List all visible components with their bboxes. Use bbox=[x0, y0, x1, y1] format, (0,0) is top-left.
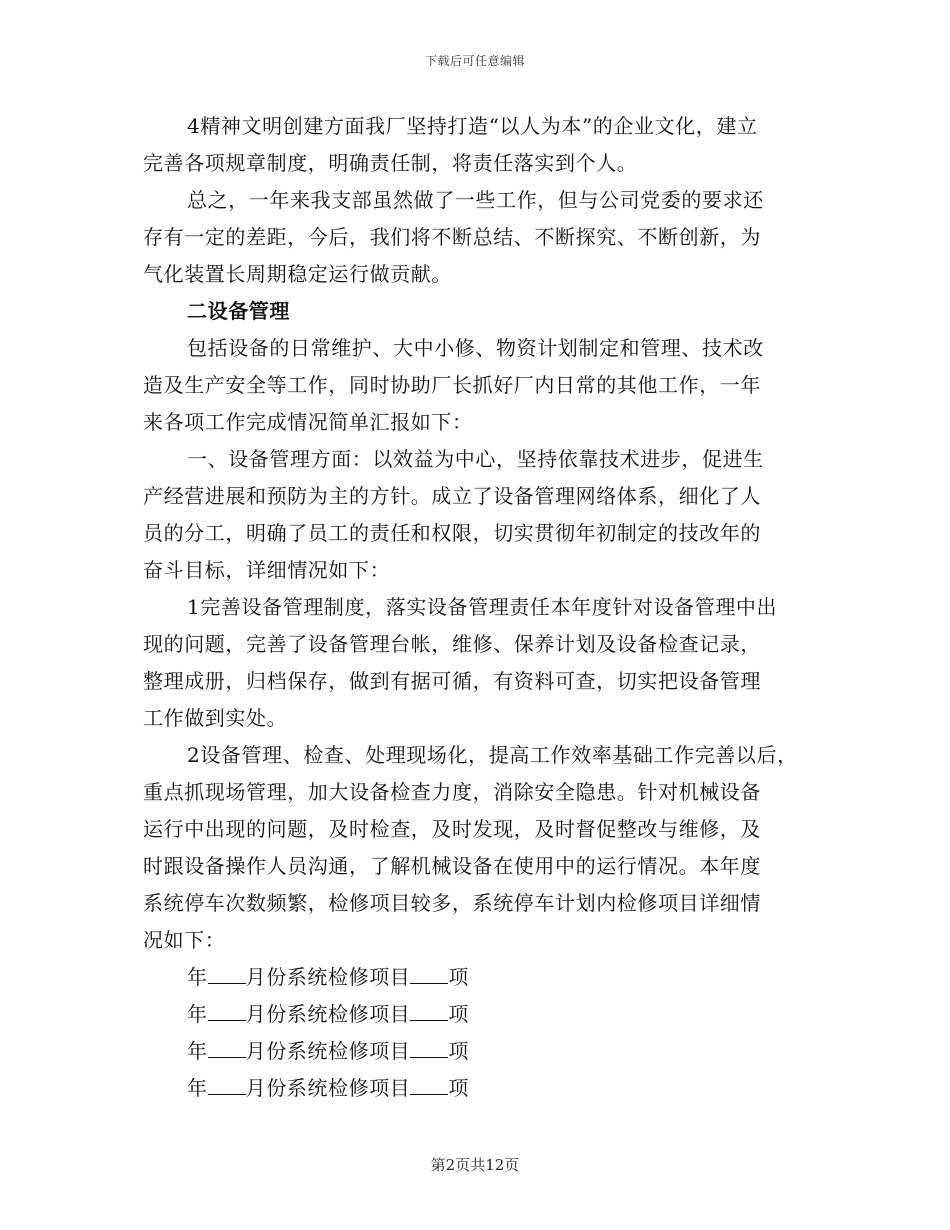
blank-item-middle: 月份系统检修项目 bbox=[245, 1039, 411, 1063]
blank-item-suffix: 项 bbox=[448, 1002, 470, 1026]
paragraph-line: 员的分工，明确了员工的责任和权限，切实贯彻年初制定的技改年的 bbox=[143, 521, 761, 545]
paragraph-line: 整理成册，归档保存，做到有据可循，有资料可查，切实把设备管理 bbox=[143, 669, 761, 693]
paragraph-line: 1完善设备管理制度，落实设备管理责任本年度针对设备管理中出 bbox=[187, 595, 778, 619]
paragraph-line: 包括设备的日常维护、大中小修、物资计划制定和管理、技术改 bbox=[187, 336, 764, 360]
paragraph-line: 产经营进展和预防为主的方针。成立了设备管理网络体系，细化了人 bbox=[143, 484, 761, 508]
paragraph-line: 现的问题，完善了设备管理台帐，维修、保养计划及设备检查记录， bbox=[143, 632, 761, 656]
blank-item-line bbox=[143, 959, 815, 996]
month-blank bbox=[208, 961, 246, 984]
paragraph-line: 重点抓现场管理，加大设备检查力度，消除安全隐患。针对机械设备 bbox=[143, 780, 761, 804]
paragraph-line: 一、设备管理方面：以效益为中心，坚持依靠技术进步，促进生 bbox=[187, 447, 764, 471]
section-heading: 二设备管理 bbox=[187, 299, 290, 323]
blank-item-line bbox=[143, 1033, 815, 1070]
count-blank bbox=[410, 1072, 448, 1095]
blank-item-prefix: 年 bbox=[187, 965, 208, 989]
blank-item-prefix: 年 bbox=[187, 1076, 208, 1100]
paragraph-line: 工作做到实处。 bbox=[143, 706, 288, 730]
count-blank bbox=[410, 1035, 448, 1058]
paragraph-line: 系统停车次数频繁，检修项目较多，系统停车计划内检修项目详细情 bbox=[143, 891, 761, 915]
blank-item-prefix: 年 bbox=[187, 1002, 208, 1026]
document-body bbox=[143, 108, 815, 1107]
blank-item-line bbox=[143, 996, 815, 1033]
blank-item-middle: 月份系统检修项目 bbox=[245, 965, 411, 989]
blank-item-line bbox=[143, 1070, 815, 1107]
month-blank bbox=[208, 1072, 246, 1095]
page-number-footer: 第2页共12页 bbox=[430, 1156, 520, 1174]
paragraph-line: 造及生产安全等工作，同时协助厂长抓好厂内日常的其他工作，一年 bbox=[143, 373, 761, 397]
paragraph-line: 况如下： bbox=[143, 928, 226, 952]
paragraph-line: 来各项工作完成情况简单汇报如下： bbox=[143, 410, 473, 434]
blank-item-middle: 月份系统检修项目 bbox=[245, 1076, 411, 1100]
month-blank bbox=[208, 1035, 246, 1058]
count-blank bbox=[410, 961, 448, 984]
paragraph-line: 完善各项规章制度，明确责任制，将责任落实到个人。 bbox=[143, 151, 638, 175]
paragraph-line: 时跟设备操作人员沟通，了解机械设备在使用中的运行情况。本年度 bbox=[143, 854, 761, 878]
month-blank bbox=[208, 998, 246, 1021]
paragraph-line: 存有一定的差距，今后，我们将不断总结、不断探究、不断创新，为 bbox=[143, 225, 761, 249]
blank-item-suffix: 项 bbox=[448, 965, 470, 989]
blank-item-suffix: 项 bbox=[448, 1039, 470, 1063]
blank-item-middle: 月份系统检修项目 bbox=[245, 1002, 411, 1026]
blank-item-suffix: 项 bbox=[448, 1076, 470, 1100]
paragraph-line: 总之，一年来我支部虽然做了一些工作，但与公司党委的要求还 bbox=[187, 188, 764, 212]
page-header: 下载后可任意编辑 bbox=[424, 54, 525, 68]
paragraph-line: 运行中出现的问题，及时检查，及时发现，及时督促整改与维修，及 bbox=[143, 817, 761, 841]
paragraph-line: 2设备管理、检查、处理现场化，提高工作效率基础工作完善以后， bbox=[187, 743, 798, 767]
paragraph-line: 气化装置长周期稳定运行做贡献。 bbox=[143, 262, 452, 286]
count-blank bbox=[410, 998, 448, 1021]
blank-item-prefix: 年 bbox=[187, 1039, 208, 1063]
paragraph-line: 奋斗目标，详细情况如下： bbox=[143, 558, 391, 582]
paragraph-line: 4精神文明创建方面我厂坚持打造“以人为本”的企业文化，建立 bbox=[187, 114, 758, 138]
